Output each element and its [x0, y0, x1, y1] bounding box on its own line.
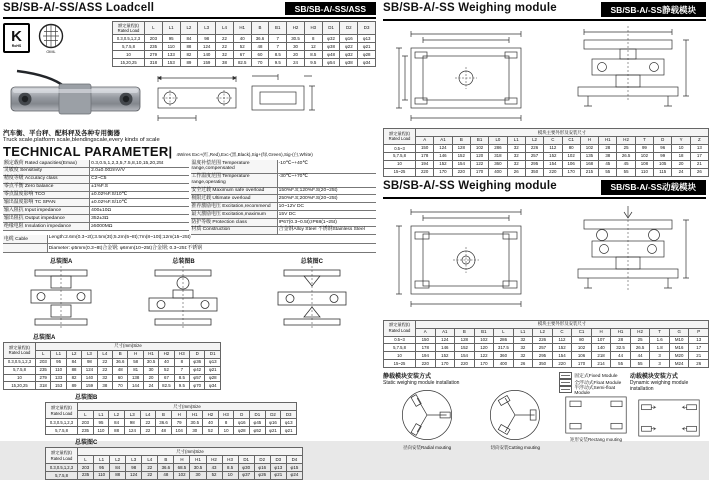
data-table: 额定量程(t) Rated Load L L1 L2 L3 L4 H1 B B1 H2 H3 D1 D2 D3 0.3,0.5,1,2,3 203 95 84 98 22 40 36.6 7 30.5 8 φ32 φ16 φ13 5,7.5,8 235 110 88 124 22 52 48 7 30 12 φ38 φ22 φ21 10 279 133 82 140 32 67 60 8.5 20 8.5 φ48 φ32 φ28 15,20,25 318 153 89 159 38 82.5 70 9.5 24 9.5 φ54 φ38 φ34 — [112, 21, 376, 67]
dynamic-module-badge: SB/SB-A/-SS动载模块 — [601, 180, 706, 195]
data-table: 额定量程(t) Rated Load 尺寸(mm)Size L L1 L2 L3 L4 B H H1 H2 H3 D1 D2 D3 D4 0.3,0.5,1,2,3 203 95 84 98 22 36.6 68.5 30.5 43 8.5 φ30 φ16 φ13 φ15 5,7.5,8 235 110 88 124 22 48 102 30 52 10 φ37 φ26 φ21 φ24 — [45, 447, 303, 480]
legend-label: 全浮动式Float Module — [574, 381, 622, 387]
weighing-module-section — [381, 0, 709, 451]
loadcell-images — [3, 65, 376, 127]
legend-label: 固定式Fixed Module — [574, 374, 618, 380]
parameter-row — [191, 211, 377, 219]
parameter-row — [3, 184, 189, 192]
oiml-seal-icon — [38, 23, 64, 49]
parameter-value: C2~C5 — [91, 176, 107, 182]
rectang-mounting-figure-2 — [636, 397, 702, 440]
loadcell-photo — [3, 67, 148, 125]
parameter-value: 15V DC — [278, 211, 296, 217]
static-installation — [383, 371, 559, 451]
parameter-label: 灵敏度 Sensitivity — [3, 168, 90, 175]
parameter-label: 最大激励电压 Excitation,maximum — [191, 211, 278, 218]
parameter-value: ±0.02%F.S/10℃ — [91, 199, 128, 205]
assembly-b-table-block — [45, 392, 297, 435]
parameter-label: 工作温度范围 Temperature range,operating — [191, 174, 278, 187]
parameter-row — [3, 192, 189, 200]
parameter-label: 温度补偿范围 Temperature range,compensated — [191, 160, 278, 173]
parameter-label: 绝缘电阻 Insulation impedance — [3, 223, 90, 230]
parameter-grid — [3, 160, 376, 235]
application-text — [3, 128, 376, 143]
assembly-b-table-label: 总装图B — [75, 395, 98, 402]
static-module-header — [383, 2, 706, 21]
rectang-mounting-icon-2 — [636, 397, 702, 439]
parameter-row — [191, 195, 377, 203]
dynamic-install-title-en: Dynamic weighing module installation — [629, 380, 689, 393]
parameter-value: IP67(0.3~0.5t);IP68(1~25t) — [278, 219, 337, 225]
oiml-label: OIML — [46, 50, 56, 54]
installation-section — [383, 371, 706, 451]
dynamic-module-header — [383, 180, 706, 199]
parameter-label: 输出温度影响 TC SPAN — [3, 199, 90, 206]
certification-and-dimensions — [3, 21, 376, 63]
rectang-mounting-figure — [563, 394, 629, 443]
certification-logos — [3, 21, 64, 54]
assembly-c — [270, 256, 354, 330]
parameter-label: 输出阻抗 Output impedance — [3, 215, 90, 222]
parameter-row — [3, 160, 189, 168]
parameter-label: 安全过载 Maximum safe overload — [191, 188, 278, 195]
parameter-label: 零点温度影响 TCO — [3, 192, 90, 199]
parameter-row — [191, 188, 377, 196]
parameter-row — [191, 227, 377, 235]
rohs-label: RoHS — [11, 43, 22, 48]
module-type-icon — [559, 379, 572, 386]
parameter-row — [191, 174, 377, 188]
parameter-label: 材质 Construction — [191, 227, 278, 234]
assembly-c-label: 总装图C — [300, 258, 323, 265]
legend-item — [559, 372, 626, 379]
dynamic-module-drawings — [383, 201, 706, 319]
legend-item — [559, 385, 626, 396]
static-install-title-en: Static weighing module installation — [383, 380, 460, 387]
module-type-icon — [559, 386, 572, 393]
parameter-row — [3, 176, 189, 184]
loadcell-dimension-table — [112, 21, 376, 67]
parameter-value: ±0.02%F.S/10℃ — [91, 192, 128, 197]
assembly-c-table-label: 总装图C — [75, 440, 98, 447]
loadcell-outline-drawing — [152, 66, 322, 126]
parameter-value: 合金钢Alloy Steel 不锈钢Stainless Steel — [278, 227, 365, 233]
parameter-column-right — [191, 160, 377, 235]
cutting-mounting-figure — [486, 386, 544, 451]
cable-length-value: Length:2.6m(0.3~2t);3.5m(3t);5.2m(5~8t);7m(8~10t);12m(15~25t) — [48, 235, 191, 241]
parameter-label: 推荐激励电压 Excitation,recommend — [191, 203, 278, 210]
parameter-label: 防护等级 Protection class — [191, 219, 278, 226]
static-module-table — [383, 128, 709, 177]
assembly-a-drawing — [25, 266, 97, 330]
parameter-row — [3, 215, 189, 223]
assembly-a — [25, 256, 97, 330]
parameter-row — [3, 199, 189, 207]
assembly-b-table — [45, 402, 297, 435]
kema-approval-icon — [3, 23, 30, 53]
assembly-b — [141, 256, 225, 330]
static-module-badge: SB/SB-A/-SS静载模块 — [601, 2, 706, 17]
parameter-row — [3, 207, 189, 215]
parameter-value: ≥5000MΩ — [91, 223, 113, 229]
cable-label-empty — [3, 244, 48, 252]
parameter-value: 10~12V DC — [278, 203, 305, 209]
loadcell-header — [3, 2, 376, 19]
parameter-label: 精度等级 Accuracy class — [3, 176, 90, 183]
module-type-icon — [559, 372, 572, 379]
parameter-value: -10℃~+40℃ — [278, 160, 308, 166]
parameter-value: ±1%F.S — [91, 184, 108, 190]
parameter-label: 输入阻抗 Input impedance — [3, 207, 90, 214]
parameter-row — [191, 219, 377, 227]
dynamic-installation — [559, 371, 706, 451]
technical-parameter-header — [3, 144, 376, 159]
application-cn: 汽车衡、平台秤、配料秤及各种专用衡器 — [3, 130, 120, 137]
loadcell-title: SB/SB-A/-SS/ASS Loadcell — [3, 2, 155, 14]
rectang-mounting-icon — [563, 394, 629, 436]
rectang-mounting-caption: 矩形安装Rectang mouting — [570, 437, 623, 443]
cutting-mounting-icon — [486, 386, 544, 444]
static-module-drawings — [383, 23, 706, 127]
technical-parameter-title: TECHNICAL PARAMETER| — [3, 144, 173, 159]
assembly-a-table-block — [3, 332, 221, 391]
module-legend — [559, 372, 626, 396]
parameter-value: 2.0±0.002mV/V — [91, 168, 125, 174]
radial-mounting-figure — [398, 386, 456, 451]
oiml-cert-icon — [38, 23, 64, 54]
static-module-top-view — [391, 26, 541, 124]
parameter-row — [3, 168, 189, 176]
static-install-title-cn: 静载模块安装方式 — [383, 374, 432, 381]
parameter-row — [3, 223, 189, 231]
parameter-row — [191, 203, 377, 211]
dynamic-module-top-view — [391, 204, 541, 316]
data-table: 额定量程(t) Rated Load 尺寸(mm)Size L L1 L2 L3 L4 B H H1 H2 H3 D D1 D2 D3 0.3,0.5,1,2,3 203 95 84 98 22 36.6 79 30.5 40 8 φ16 φ45 φ16 φ13 5,7.5,8 235 110 88 124 22 48 104 30 52 10 φ28 φ52 φ21 φ21 — [45, 402, 297, 435]
dynamic-install-title-cn: 动载模块安装方式 — [629, 374, 678, 381]
cable-diameter-row — [3, 244, 376, 253]
assembly-c-table-block — [45, 437, 303, 480]
application-en: Truck scale,platform scale,blendingscale,every kinds of scale — [3, 137, 160, 143]
parameter-label: 额定载荷 Rated capacities(Emax) — [3, 160, 90, 167]
parameter-value: 0.3,0.5,1,2,3,5,7.5,8,10,15,20,25t — [91, 160, 164, 166]
parameter-value: 352±3Ω — [91, 215, 109, 221]
loadcell-model-badge: SB/SB-A/-SS/ASS — [285, 2, 376, 15]
parameter-value: -30℃~+70℃ — [278, 174, 308, 180]
parameter-value: 400±10Ω — [91, 207, 112, 213]
static-module-side-view — [558, 26, 698, 124]
legend-label: 半浮动式Semi-float Module — [574, 385, 616, 396]
dynamic-module-table — [383, 320, 709, 369]
parameter-label: 极限过载 Ultimate overload — [191, 195, 278, 202]
assembly-b-label: 总装图B — [172, 258, 195, 265]
data-table: 额定量程(t) Rated Load 模块主要外形及安装尺寸 A A1 B B1 L0 L1 L2 C C1 H H1 H2 T D Y Z 0.5~3 150 124 128 102 286 32 226 112 80 102 28 25 99 96 10 13 5,7.5,8 178 146 152 120 318 32 257 152 102 135 38 26.5 102 99 18 17 10 194 152 154 122 360 32 295 154 106 168 45 45 108 105 20 21 15~25 220 170 220 170 400 26 350 220 170 215 55 55 110 115 24 26 — [383, 128, 709, 177]
data-table: 额定量程(t) Rated Load 模块主要外形及安装尺寸 A A1 B B1 L L1 L2 C C1 H H1 H2 T G P 0.5~3 150 124 128 102 286 32 226 112 80 107 28 25 1.6 M10 13 5,7.5,8 178 146 152 120 317.5 32 257 152 102 140 32.5 26.5 1.8 M16 17 10 194 152 154 122 360 32 295 154 106 218 44 44 3 M20 21 15~25 220 170 220 170 400 26 350 220 170 214 55 55 3 M24 26 — [383, 320, 709, 369]
cable-diameter-value: Diameter: φ5mm(0.3~8t)合金钢; φ6mm(10~25t)合金钢; 0.3~25t:不锈钢 — [48, 246, 202, 252]
cable-label: 电缆 Cable — [3, 235, 48, 243]
cutting-mounting-caption: 切向安装Cutting mouting — [490, 445, 541, 451]
assembly-b-drawing — [141, 266, 225, 330]
assembly-c-drawing — [270, 266, 354, 330]
dynamic-module-side-view — [558, 204, 698, 316]
parameter-value: 250%F.S;200%F.S(20~25t) — [278, 195, 338, 201]
assembly-a-label: 总装图A — [49, 258, 73, 265]
cable-length-row — [3, 235, 376, 244]
radial-mounting-icon — [398, 386, 456, 444]
assembly-drawings — [3, 256, 376, 330]
dynamic-module-title: SB/SB-A/-SS Weighing module — [383, 179, 557, 192]
assembly-c-table — [45, 447, 303, 480]
wires-note: 4Wires Exc+(红,Red),Exc-(黑,Black),Sig+(绿,Green),Sig-(白,White) — [176, 152, 313, 157]
parameter-label: 零点平衡 Zero balance — [3, 184, 90, 191]
data-table: 额定量程(t) Rated Load 尺寸(mm)Size L L1 L2 L3 L4 B H H1 H2 H3 D D1 0.3,0.5,1,2,3 203 95 84 98 22 36.6 58 30.5 40 8 φ36 φ13 5,7.5,8 235 110 88 124 22 48 81 30 52 7 φ42 φ21 10 279 133 82 140 32 60 138 20 67 8.5 φ57 φ28 15,20,25 318 153 89 159 38 70 144 24 82.5 9.5 φ70 φ34 — [3, 342, 221, 391]
radial-mounting-caption: 径向安装Radial mouting — [403, 445, 452, 451]
assembly-a-table-label: 总装图A — [33, 334, 56, 341]
assembly-a-table — [3, 342, 221, 391]
parameter-value: 150%F.S;120%F.S(20~25t) — [278, 188, 338, 193]
kema-k-letter: K — [11, 27, 22, 45]
parameter-row — [191, 160, 377, 174]
static-module-title: SB/SB-A/-SS Weighing module — [383, 2, 557, 14]
parameter-column-left — [3, 160, 189, 235]
